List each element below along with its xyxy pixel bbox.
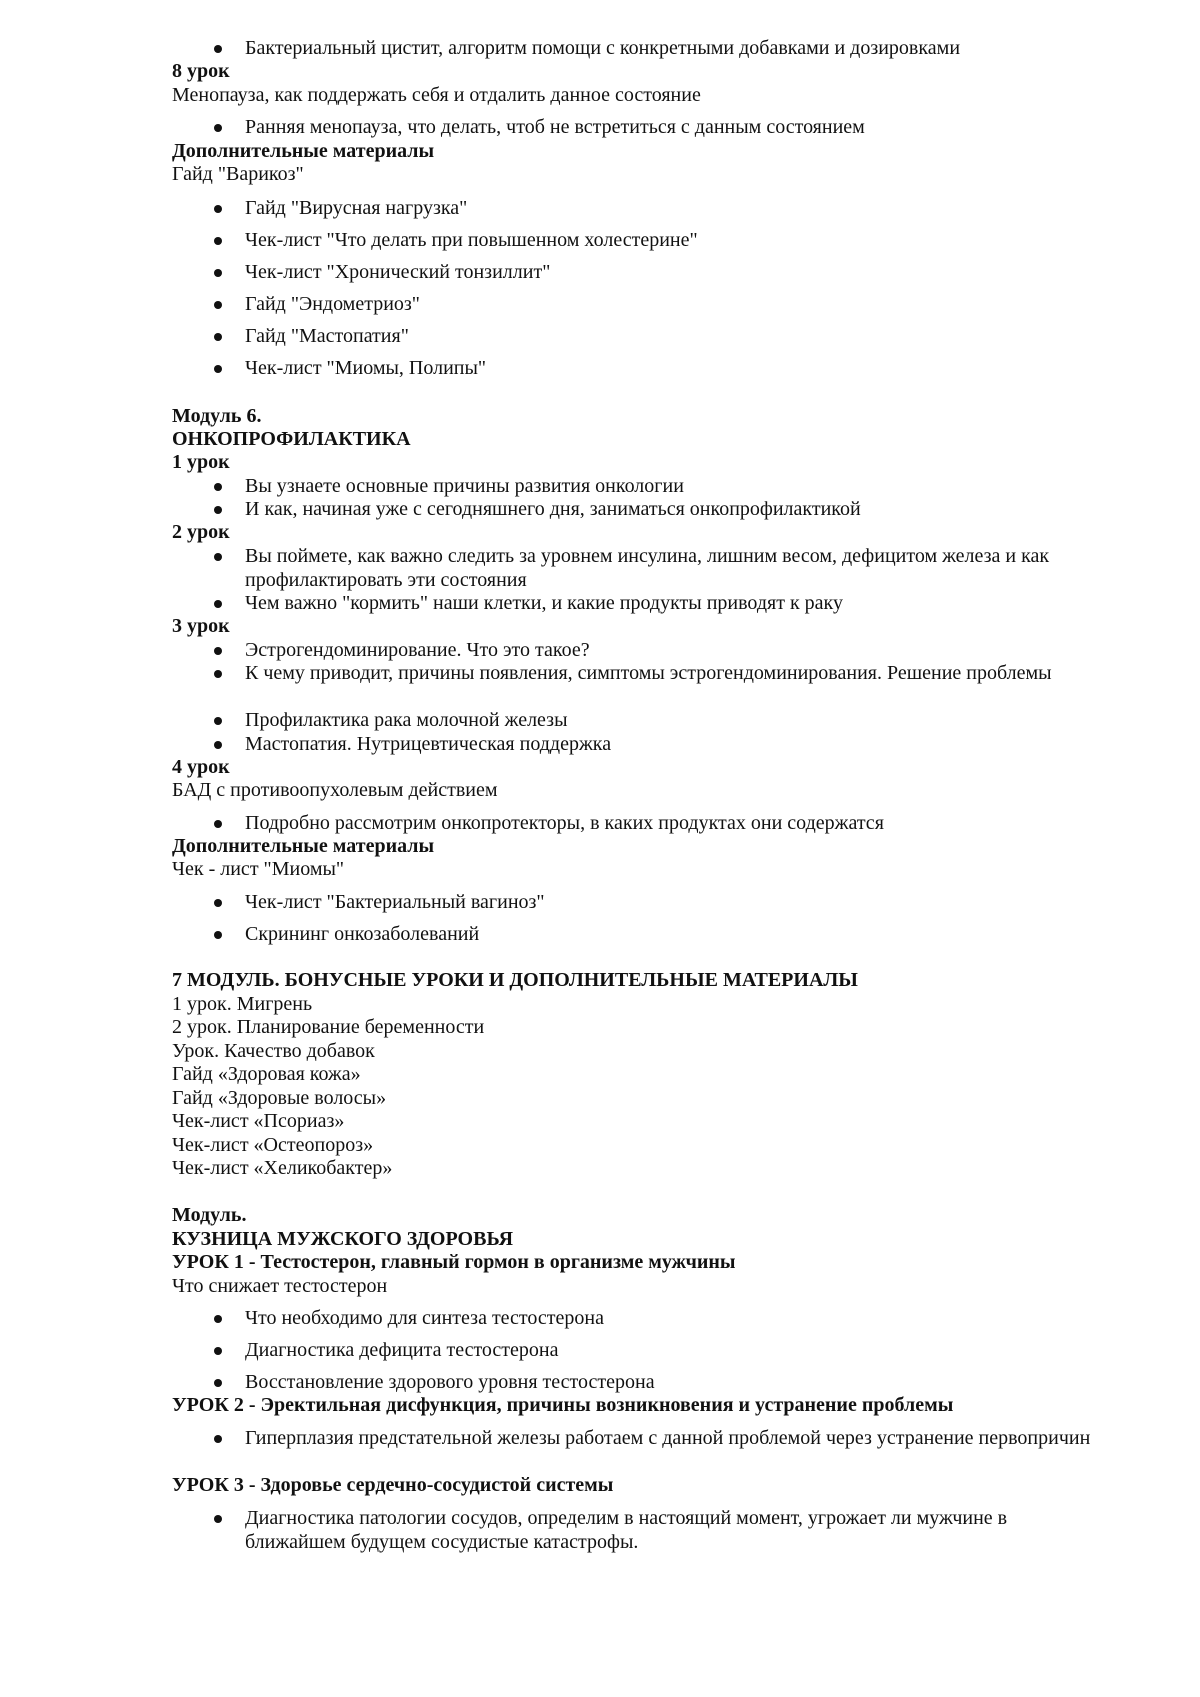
bullet-icon bbox=[214, 931, 222, 939]
extra-material-item: Гайд "Варикоз" bbox=[172, 163, 304, 185]
bonus-item: 2 урок. Планирование беременности bbox=[172, 1016, 485, 1038]
bullet-icon bbox=[214, 899, 222, 907]
bullet-icon bbox=[214, 647, 222, 655]
bullet-icon bbox=[214, 483, 222, 491]
lesson-heading: 8 урок bbox=[172, 60, 230, 82]
extra-materials-heading: Дополнительные материалы bbox=[172, 835, 435, 857]
lesson-heading: УРОК 1 - Тестостерон, главный гормон в организме мужчины bbox=[172, 1251, 736, 1273]
bullet-icon bbox=[214, 670, 222, 678]
bullet-icon bbox=[214, 301, 222, 309]
lesson-heading: 4 урок bbox=[172, 756, 230, 778]
bullet-icon bbox=[214, 269, 222, 277]
bullet-icon bbox=[214, 237, 222, 245]
document-page: Бактериальный цистит, алгоритм помощи с конкретными добавками и дозировками 8 урок Менопауза, как поддержать себя и отдалить данное состояние Ранняя менопауза, что делать, чтоб не встретиться с данным состоянием Дополнительные материалы Гайд "Варикоз" Гайд "Вирусная нагрузка" Чек-лист "Что делать при повышенном холестерине" Чек-лист "Хронический тонзиллит" Гайд "Эндометриоз" Гайд "Мастопатия" Чек-лист "Миомы, Полипы" Модуль 6. ОНКОПРОФИЛАКТИКА 1 урок Вы узнаете основные причины развития онкологии И как, начиная уже с сегодняшнего дня, заниматься онкопрофилактикой 2 урок Вы поймете, как важно следить за уровнем инсулина, лишним весом, дефицитом железа и как профилактировать эти состояния Чем важно "кормить" наши клетки, и какие продукты приводят к раку 3 урок Эстрогендоминирование. Что это такое? К чему приводит, причины появления, симптомы эстрогендоминирования. Решение проблемы Профилактика рака молочной железы Мастопатия. Нутрицевтическая поддержка 4 урок БАД с противоопухолевым действием Подробно рассмотрим онкопротекторы, в каких продуктах они содержатся Дополнительные материалы Чек - лист "Миомы" Чек-лист "Бактериальный вагиноз" Скрининг онкозаболеваний 7 МОДУЛЬ. БОНУСНЫЕ УРОКИ И ДОПОЛНИТЕЛЬНЫЕ МАТЕРИАЛЫ 1 урок. Мигрень 2 урок. Планирование беременности Урок. Качество добавок Гайд «Здоровая кожа» Гайд «Здоровые волосы» Чек-лист «Псориаз» Чек-лист «Остеопороз» Чек-лист «Хеликобактер» Модуль. КУЗНИЦА МУЖСКОГО ЗДОРОВЬЯ УРОК 1 - Тестостерон, главный гормон в организме мужчины Что снижает тестостерон Что необходимо для синтеза тестостерона Диагностика дефицита тестостерона Восстановление здорового уровня тестостерона УРОК 2 - Эректильная дисфункция, причины возникновения и устранение проблемы Гиперплазия предстательной железы работаем с данной проблемой через устранение первопричин УРОК 3 - Здоровье сердечно-сосудистой системы Диагностика патологии сосудов, определим в настоящий момент, угрожает ли мужчине в ближайшем будущем сосудистые катастрофы. bbox=[172, 37, 1091, 1553]
module-title: 7 МОДУЛЬ. БОНУСНЫЕ УРОКИ И ДОПОЛНИТЕЛЬНЫЕ МАТЕРИАЛЫ bbox=[172, 969, 858, 991]
bullet-icon bbox=[214, 1347, 222, 1355]
bullet-icon bbox=[214, 1515, 222, 1523]
bonus-item: Чек-лист «Хеликобактер» bbox=[172, 1157, 393, 1179]
module-title: ОНКОПРОФИЛАКТИКА bbox=[172, 428, 411, 450]
extra-material-item: Чек - лист "Миомы" bbox=[172, 858, 345, 880]
bullet-icon bbox=[214, 1435, 222, 1443]
bullet-icon bbox=[214, 717, 222, 725]
bullet-icon bbox=[214, 205, 222, 213]
lesson-heading: 3 урок bbox=[172, 615, 230, 637]
bullet-icon bbox=[214, 124, 222, 132]
bonus-item: Урок. Качество добавок bbox=[172, 1040, 375, 1062]
module-label: Модуль. bbox=[172, 1204, 247, 1226]
lesson-text: Что снижает тестостерон bbox=[172, 1275, 388, 1297]
lesson-heading: 1 урок bbox=[172, 451, 230, 473]
lesson-text: Менопауза, как поддержать себя и отдалить данное состояние bbox=[172, 84, 701, 106]
bullet-icon bbox=[214, 820, 222, 828]
bonus-item: Чек-лист «Псориаз» bbox=[172, 1110, 345, 1132]
bonus-item: Гайд «Здоровая кожа» bbox=[172, 1063, 361, 1085]
bullet-icon bbox=[214, 333, 222, 341]
bonus-item: Чек-лист «Остеопороз» bbox=[172, 1134, 374, 1156]
lesson-heading: УРОК 2 - Эректильная дисфункция, причины возникновения и устранение проблемы bbox=[172, 1394, 954, 1416]
module-label: Модуль 6. bbox=[172, 405, 262, 427]
lesson-heading: 2 урок bbox=[172, 521, 230, 543]
bullet-icon bbox=[214, 506, 222, 514]
bonus-item: 1 урок. Мигрень bbox=[172, 993, 313, 1015]
module-title: КУЗНИЦА МУЖСКОГО ЗДОРОВЬЯ bbox=[172, 1228, 514, 1250]
bonus-item: Гайд «Здоровые волосы» bbox=[172, 1087, 387, 1109]
bullet-icon bbox=[214, 1379, 222, 1387]
lesson-heading: УРОК 3 - Здоровье сердечно-сосудистой системы bbox=[172, 1474, 614, 1496]
bullet-icon bbox=[214, 1315, 222, 1323]
bullet-icon bbox=[214, 741, 222, 749]
bullet-icon bbox=[214, 45, 222, 53]
bullet-icon bbox=[214, 600, 222, 608]
lesson-text: БАД с противоопухолевым действием bbox=[172, 779, 498, 801]
extra-materials-heading: Дополнительные материалы bbox=[172, 140, 435, 162]
bullet-icon bbox=[214, 553, 222, 561]
bullet-icon bbox=[214, 365, 222, 373]
